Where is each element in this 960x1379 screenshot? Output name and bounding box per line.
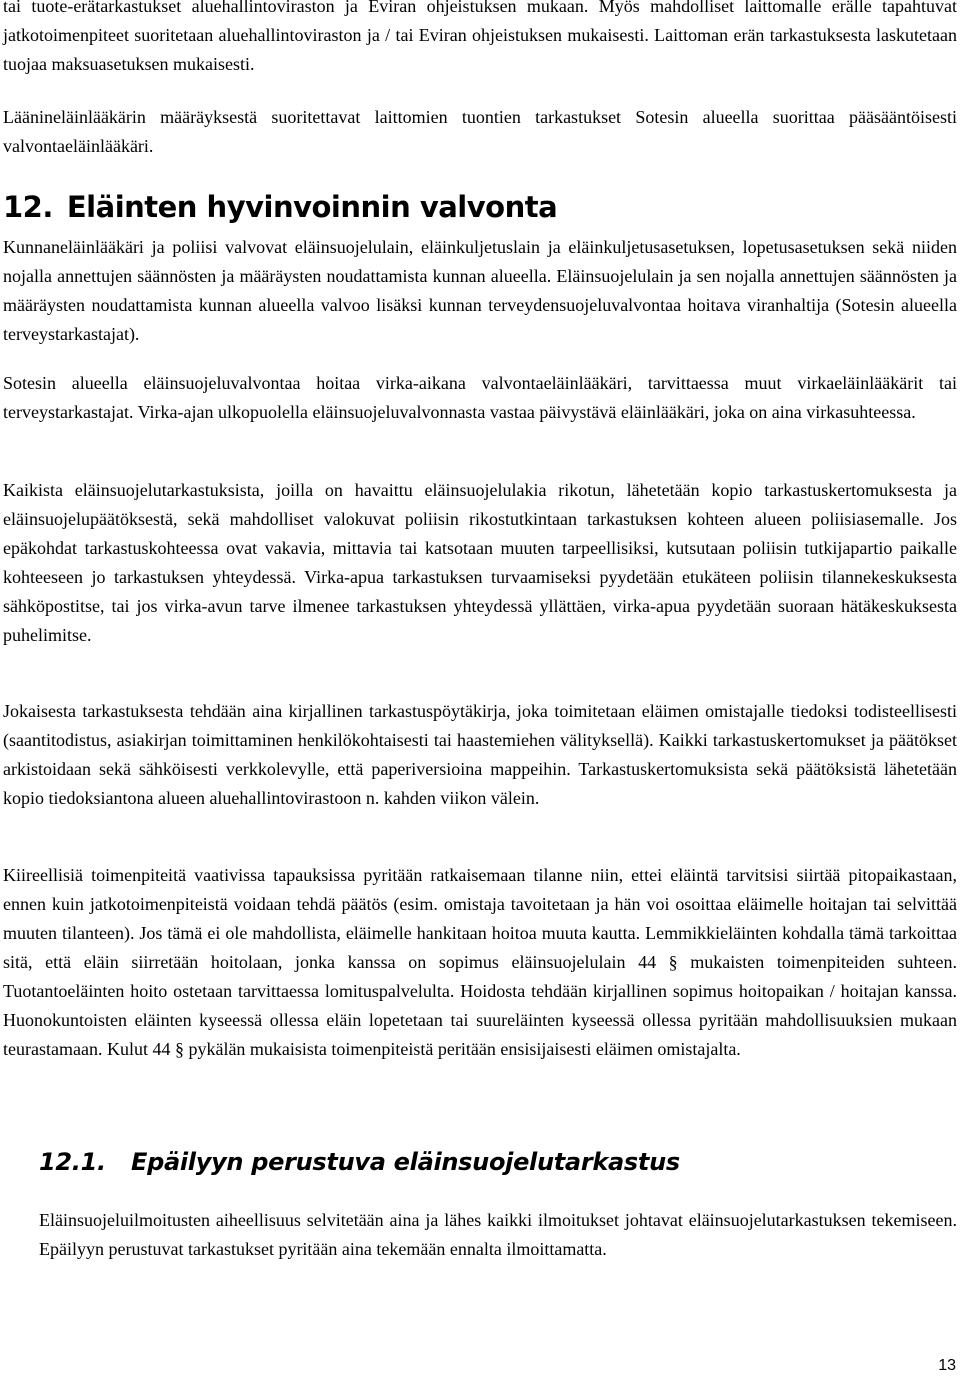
subsection-title: Epäilyyn perustuva eläinsuojelutarkastus: [131, 1148, 680, 1176]
paragraph: Jokaisesta tarkastuksesta tehdään aina kirjallinen tarkastuspöytäkirja, joka toimitetaan eläimen omistajalle tiedoksi todisteellisesti (saantitodistus, asiakirjan toimittaminen henkilökohtaisesti tai haastemiehen välityksellä). Kaikki tarkastuskertomukset ja päätökset arkistoidaan sekä sähköisesti verkkolevylle, että paperiversioina mappeihin. Tarkastuskertomuksista sekä päätöksistä lähetetään kopio tiedoksiantona alueen aluehallintovirastoon n. kahden viikon välein.: [3, 701, 957, 808]
section-number: 12.: [3, 190, 53, 224]
paragraph: Kunnaneläinlääkäri ja poliisi valvovat eläinsuojelulain, eläinkuljetuslain ja eläinkuljetusasetuksen, lopetusasetuksen sekä niiden nojalla annettujen säännösten ja määräysten noudattamista kunnan alueella. Eläinsuojelulain ja sen nojalla annettujen säännösten ja määräysten noudattamista kunnan alueella valvoo lisäksi kunnan terveydensuojeluvalvontaa hoitava viranhaltija (Sotesin alueella terveystarkastajat).: [3, 237, 957, 344]
section-heading: [3, 189, 557, 225]
paragraph: Sotesin alueella eläinsuojeluvalvontaa hoitaa virka-aikana valvontaeläinlääkäri, tarvittaessa muut virkaeläinlääkärit tai terveystarkastajat. Virka-ajan ulkopuolella eläinsuojeluvalvonnasta vastaa päivystävä eläinlääkäri, joka on aina virkasuhteessa.: [3, 373, 957, 422]
paragraph: tai tuote-erätarkastukset aluehallintoviraston ja Eviran ohjeistuksen mukaan. Myös mahdolliset laittomalle erälle tapahtuvat jatkotoimenpiteet suoritetaan aluehallintoviraston ja / tai Eviran ohjeistuksen mukaisesti. Laittoman erän tarkastuksesta laskutetaan tuojaa maksuasetuksen mukaisesti.: [3, 0, 957, 74]
subsection-heading: [39, 1146, 680, 1178]
subsection-number: 12.1.: [39, 1148, 106, 1176]
paragraph: Läänineläinlääkärin määräyksestä suoritettavat laittomien tuontien tarkastukset Sotesin alueella suorittaa pääsääntöisesti valvontaeläinlääkäri.: [3, 107, 957, 156]
section-title: Eläinten hyvinvoinnin valvonta: [66, 190, 558, 224]
paragraph: Kiireellisiä toimenpiteitä vaativissa tapauksissa pyritään ratkaisemaan tilanne niin, ettei eläintä tarvitsisi siirtää pitopaikastaan, ennen kuin jatkotoimenpiteistä voidaan tehdä päätös (esim. omistaja tavoitetaan ja hän voi osoittaa eläimelle hoitajan tai selvittää muuten tilanteen). Jos tämä ei ole mahdollista, eläimelle hankitaan hoitoa muuta kautta. Lemmikkieläinten kohdalla tämä tarkoittaa sitä, että eläin siirretään hoitolaan, jonka kanssa on sopimus eläinsuojelulain 44 § mukaisten toimenpiteiden suhteen. Tuotantoeläinten hoito ostetaan tarvittaessa lomituspalvelulta. Hoidosta tehdään kirjallinen sopimus hoitopaikan / hoitajan kanssa. Huonokuntoisten eläinten kyseessä ollessa eläin lopetetaan tai suureläinten kyseessä ollessa pyritään mahdollisuuksien mukaan teurastamaan. Kulut 44 § pykälän mukaisista toimenpiteistä peritään ensisijaisesti eläimen omistajalta.: [3, 865, 957, 1059]
paragraph: Kaikista eläinsuojelutarkastuksista, joilla on havaittu eläinsuojelulakia rikotun, lähetetään kopio tarkastuskertomuksesta ja eläinsuojelupäätöksestä, sekä mahdolliset valokuvat poliisin rikostutkintaan tarkastuksen kohteen alueen poliisiasemalle. Jos epäkohdat tarkastuskohteessa ovat vakavia, mittavia tai katsotaan muuten tarpeellisiksi, kutsutaan poliisin tutkijapartio paikalle kohteeseen jo tarkastuksen yhteydessä. Virka-apua tarkastuksen turvaamiseksi pyydetään etukäteen poliisin tilannekeskuksesta sähköpostitse, tai jos virka-avun tarve ilmenee tarkastuksen yhteydessä yllättäen, virka-apua pyydetään suoraan hätäkeskuksesta puhelimitse.: [3, 480, 957, 645]
paragraph: Eläinsuojeluilmoitusten aiheellisuus selvitetään aina ja lähes kaikki ilmoitukset johtavat eläinsuojelutarkastuksen tekemiseen. Epäilyyn perustuvat tarkastukset pyritään aina tekemään ennalta ilmoittamatta.: [39, 1210, 957, 1259]
page-number: 13: [938, 1357, 956, 1374]
